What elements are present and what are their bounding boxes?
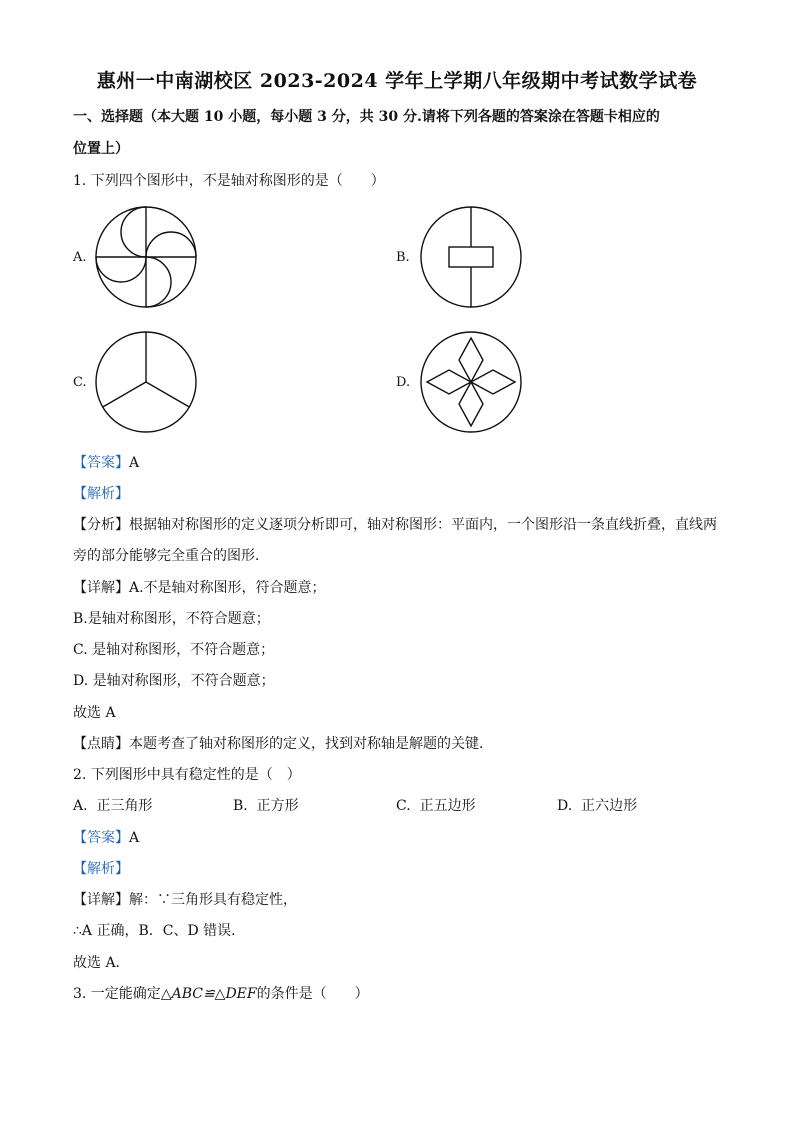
- fenxi-text: 根据轴对称图形的定义逐项分析即可，轴对称图形：平面内，一个图形沿一条直线折叠，直线两: [129, 517, 717, 533]
- q2-option-c: [396, 796, 476, 816]
- fenxi-tag: 【分析】: [73, 517, 129, 533]
- dianjing-text: 本题考查了轴对称图形的定义，找到对称轴是解题的关键．: [129, 736, 493, 752]
- answer-tag: 【答案】: [73, 830, 129, 846]
- q2-option-d: [557, 796, 637, 816]
- q1-option-c-figure: [95, 331, 197, 433]
- q2-stem: 2. 下列图形中具有稳定性的是（ ）: [73, 767, 301, 783]
- page-title: 惠州一中南湖校区 2023-2024 学年上学期八年级期中考试数学试卷: [96, 70, 698, 92]
- section-heading-line1: 一、选择题（本大题 10 小题，每小题 3 分，共 30 分.请将下列各题的答案涂在答题卡相应的: [73, 109, 660, 125]
- q2-answer: [73, 828, 139, 848]
- q1-option-c-label: C.: [73, 375, 87, 390]
- q2-option-b: [233, 796, 299, 816]
- option-text: 正方形: [256, 798, 299, 814]
- dianjing-tag: 【点睛】: [73, 736, 129, 752]
- q1-fenxi-line2: 旁的部分能够完全重合的图形．: [73, 548, 269, 564]
- xiangjie-text: A.不是轴对称图形，符合题意；: [129, 580, 326, 596]
- q3-stem: [73, 984, 369, 1004]
- q1-dianjing: [73, 734, 493, 754]
- option-letter: A.: [73, 798, 88, 814]
- answer-value: A: [129, 455, 140, 471]
- option-letter: C.: [396, 798, 411, 814]
- q1-line-c: C. 是轴对称图形，不符合题意；: [73, 642, 275, 658]
- q3-stem-prefix: 3. 一定能确定: [73, 986, 161, 1002]
- xiangjie-tag: 【详解】: [73, 580, 129, 596]
- q1-option-a-figure: [95, 206, 197, 308]
- q2-option-a: [73, 796, 152, 816]
- option-text: 正五边形: [419, 798, 476, 814]
- q1-line-b: B.是轴对称图形，不符合题意；: [73, 611, 270, 627]
- q3-stem-math: △ABC≌△DEF: [160, 986, 257, 1002]
- q1-answer: [73, 453, 139, 473]
- q1-line-d: D. 是轴对称图形，不符合题意；: [73, 673, 275, 689]
- q2-xiangjie: [73, 890, 297, 910]
- q1-xiangjie: [73, 578, 326, 598]
- q1-option-d-figure: [420, 331, 522, 433]
- option-letter: B.: [233, 798, 248, 814]
- q1-option-d-label: D.: [396, 375, 411, 390]
- xiangjie-text: 解：∵三角形具有稳定性，: [129, 892, 297, 908]
- q1-fenxi-line1: [73, 515, 717, 535]
- q1-option-a-label: A.: [73, 250, 87, 265]
- option-text: 正三角形: [96, 798, 153, 814]
- option-text: 正六边形: [581, 798, 638, 814]
- q3-stem-suffix: 的条件是（ ）: [256, 986, 369, 1002]
- answer-value: A: [129, 830, 140, 846]
- section-heading-line2: 位置上）: [73, 141, 129, 157]
- q1-analysis-tag: 【解析】: [73, 486, 129, 502]
- q1-stem: 1. 下列四个图形中，不是轴对称图形的是（ ）: [73, 173, 385, 189]
- q2-analysis-tag: 【解析】: [73, 861, 129, 877]
- q1-option-b-figure: [420, 206, 522, 308]
- answer-tag: 【答案】: [73, 455, 129, 471]
- q1-option-b-label: B.: [396, 250, 410, 265]
- xiangjie-tag: 【详解】: [73, 892, 129, 908]
- q2-therefore: ∴A 正确，B．C、D 错误．: [73, 923, 246, 939]
- q1-choose: 故选 A: [73, 705, 116, 721]
- option-letter: D.: [557, 798, 573, 814]
- q2-choose: 故选 A．: [73, 955, 130, 971]
